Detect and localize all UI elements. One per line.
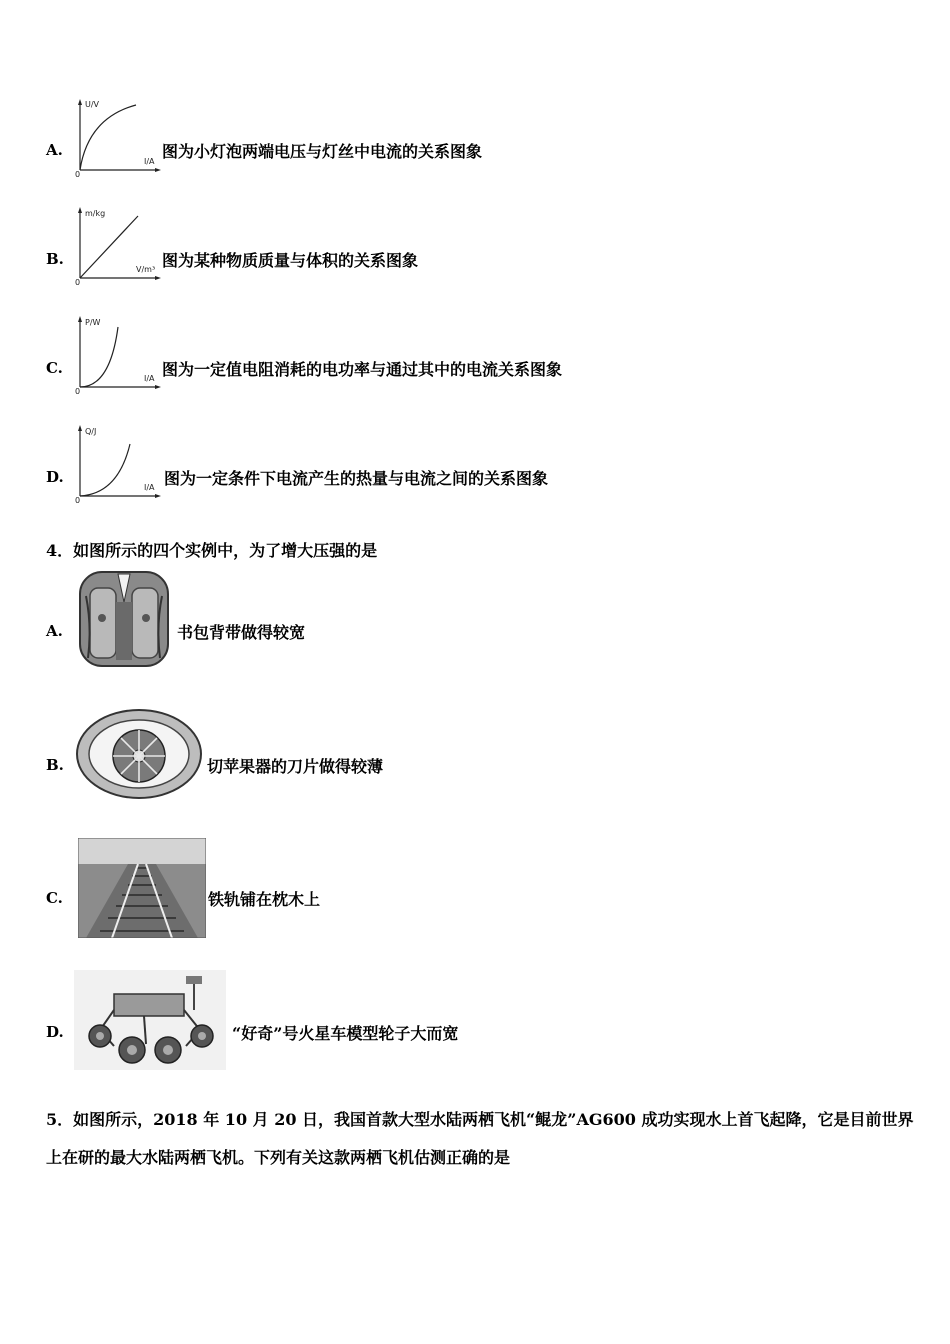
option-text-3a: 图为小灯泡两端电压与灯丝中电流的关系图象 [162, 142, 483, 161]
graph-u-i [70, 98, 162, 178]
graph-d-y-label: Q/J [85, 427, 97, 436]
option-text-4a: 书包背带做得较宽 [177, 623, 306, 642]
graph-a-x-label: I/A [144, 157, 155, 166]
railway-track-image [78, 838, 206, 938]
option-letter-4a: A. [46, 622, 63, 640]
graph-d-origin: 0 [75, 496, 81, 504]
mars-rover-image [74, 970, 226, 1070]
graph-c-origin: 0 [75, 387, 81, 395]
apple-cutter-image [74, 706, 204, 802]
graph-p-i [70, 315, 162, 395]
option-text-3d: 图为一定条件下电流产生的热量与电流之间的关系图象 [164, 469, 549, 488]
graph-c-x-label: I/A [144, 374, 155, 383]
graph-b-origin: 0 [75, 278, 81, 286]
option-text-4b: 切苹果器的刀片做得较薄 [207, 757, 384, 776]
graph-b-y-label: m/kg [85, 209, 106, 218]
graph-b-x-label: V/m³ [136, 265, 156, 274]
graph-m-v [70, 206, 162, 286]
option-text-3c: 图为一定值电阻消耗的电功率与通过其中的电流关系图象 [162, 360, 563, 379]
question-4-stem: 4．如图所示的四个实例中，为了增大压强的是 [46, 541, 378, 560]
graph-q-i [70, 424, 162, 504]
option-letter-4c: C. [46, 889, 63, 907]
graph-a-y-label: U/V [85, 100, 100, 109]
option-letter-3a: A. [46, 141, 63, 159]
graph-d-x-label: I/A [144, 483, 155, 492]
option-letter-3c: C. [46, 359, 63, 377]
option-letter-4b: B. [46, 756, 64, 774]
backpack-image [72, 566, 176, 670]
question-5-line-1: 5．如图所示，2018 年 10 月 20 日，我国首款大型水陆两栖飞机“鲲龙”AG600 成功实现水上首飞起降，它是目前世界 [46, 1110, 914, 1129]
option-text-4d: “好奇”号火星车模型轮子大而宽 [232, 1024, 459, 1043]
option-letter-3b: B. [46, 250, 64, 268]
option-text-3b: 图为某种物质质量与体积的关系图象 [162, 251, 419, 270]
question-5-line-2: 上在研的最大水陆两栖飞机。下列有关这款两栖飞机估测正确的是 [46, 1148, 511, 1167]
graph-a-origin: 0 [75, 170, 81, 178]
graph-c-y-label: P/W [85, 318, 101, 327]
option-text-4c: 铁轨铺在枕木上 [208, 890, 321, 909]
option-letter-4d: D. [46, 1023, 64, 1041]
option-letter-3d: D. [46, 468, 64, 486]
